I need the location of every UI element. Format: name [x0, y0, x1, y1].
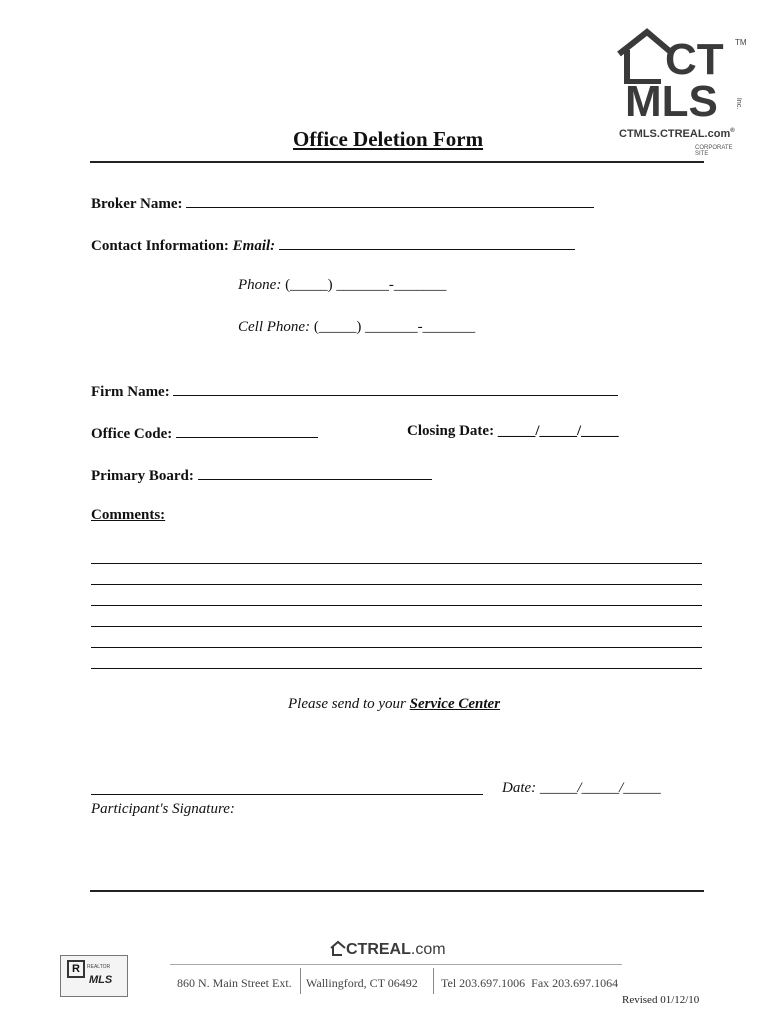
- revised-date: Revised 01/12/10: [622, 994, 700, 1006]
- closing-date-row: [407, 423, 619, 440]
- footer-city: Wallingford, CT 06492: [306, 976, 418, 990]
- badge-small-text: REALTOR: [87, 964, 111, 970]
- service-center-link[interactable]: Service Center: [409, 696, 501, 712]
- logo-mls-text: MLS: [625, 77, 718, 126]
- contact-information-label: Contact Information:: [91, 238, 229, 254]
- broker-name-field[interactable]: [186, 193, 594, 208]
- closing-date-label: Closing Date:: [407, 423, 495, 439]
- comment-line[interactable]: [91, 626, 702, 627]
- signature-line[interactable]: [91, 794, 483, 795]
- ctreal-brand-com: .com: [410, 941, 446, 958]
- firm-name-field[interactable]: [173, 381, 618, 396]
- ctmls-logo: [615, 28, 745, 158]
- logo-inc: Inc.: [735, 97, 743, 110]
- realtor-mls-badge: [60, 955, 128, 997]
- send-prefix: Please send to your: [288, 696, 410, 712]
- logo-site: [619, 128, 735, 140]
- ctreal-brand-text: CTREAL: [346, 941, 411, 958]
- ctreal-brand: [330, 940, 446, 959]
- footer-sep-2: [433, 968, 434, 994]
- firm-name-label: Firm Name:: [91, 384, 170, 400]
- office-code-row: [91, 423, 318, 443]
- comment-line[interactable]: [91, 563, 702, 564]
- primary-board-row: [91, 465, 432, 485]
- comment-line[interactable]: [91, 647, 702, 648]
- phone-label: Phone:: [238, 277, 282, 293]
- logo-site-reg: ®: [730, 128, 735, 134]
- broker-row: [91, 193, 594, 213]
- comment-line[interactable]: [91, 668, 702, 669]
- top-divider: [90, 161, 704, 163]
- primary-board-label: Primary Board:: [91, 468, 194, 484]
- email-field[interactable]: [279, 235, 575, 250]
- footer-contact: Tel 203.697.1006 Fax 203.697.1064: [441, 976, 619, 990]
- bottom-divider: [90, 890, 704, 892]
- comments-label: Comments:: [91, 507, 166, 523]
- phone-row: [238, 277, 446, 294]
- cell-phone-label: Cell Phone:: [238, 319, 311, 335]
- comment-line[interactable]: [91, 605, 702, 606]
- footer-address: 860 N. Main Street Ext.: [177, 976, 292, 990]
- office-code-label: Office Code:: [91, 426, 173, 442]
- logo-ct-text: CT: [665, 35, 724, 84]
- date-label: Date:: [502, 780, 537, 796]
- comment-line[interactable]: [91, 584, 702, 585]
- office-code-field[interactable]: [176, 423, 318, 438]
- date-row: [502, 780, 661, 797]
- house-small-icon: [330, 940, 346, 956]
- realtor-r-icon: R: [67, 960, 85, 978]
- closing-date-field[interactable]: _____/_____/_____: [497, 423, 619, 439]
- cell-phone-field[interactable]: (_____) _______-_______: [313, 319, 476, 335]
- badge-mls-text: MLS: [89, 974, 113, 986]
- send-instruction: [288, 696, 500, 713]
- logo-corporate: CORPORATE SITE: [695, 145, 733, 157]
- page-title: Office Deletion Form: [293, 127, 484, 151]
- broker-name-label: Broker Name:: [91, 196, 183, 212]
- date-field[interactable]: _____/_____/_____: [539, 780, 661, 796]
- cell-phone-row: [238, 319, 475, 336]
- footer-sep-1: [300, 968, 301, 994]
- phone-field[interactable]: (_____) _______-_______: [285, 277, 447, 293]
- logo-tm: TM: [735, 38, 747, 47]
- participant-signature-label: Participant's Signature:: [91, 801, 235, 817]
- contact-row: [91, 235, 575, 255]
- footer-rule: [170, 964, 622, 965]
- firm-row: [91, 381, 618, 401]
- primary-board-field[interactable]: [198, 465, 432, 480]
- email-label: Email:: [232, 238, 276, 254]
- logo-site-text: CTMLS.CTREAL.com: [619, 128, 731, 140]
